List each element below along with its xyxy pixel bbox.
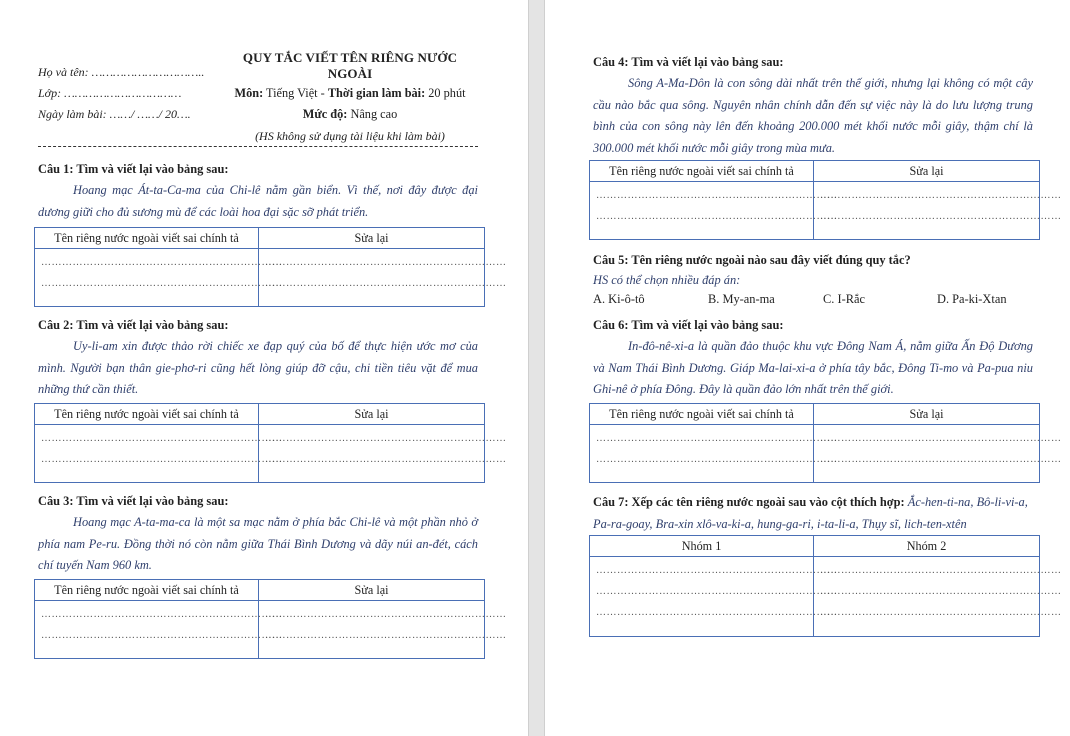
dotted-line: …………………………………………………………… (596, 586, 838, 597)
question-3-title: Câu 3: Tìm và viết lại vào bảng sau: (38, 494, 229, 508)
question-2-text: Uy-li-am xin được thảo rời chiếc xe đạp quý của bố để thực hiện ước mơ của mình. Người bạn thân gie-phơ-ri cũng hết lòng giúp đỡ cậu, chi tiền tiêu vặt để mua những thứ cần thiết. (38, 339, 478, 396)
dotted-line: …………………………………………………………… (265, 609, 507, 620)
question-1-title: Câu 1: Tìm và viết lại vào bảng sau: (38, 162, 229, 176)
answer-table-2 (34, 403, 507, 483)
answer-cell-fix[interactable] (814, 182, 1062, 240)
answer-cell-wrong[interactable] (35, 425, 283, 483)
dotted-line: …………………………………………………………… (265, 433, 507, 444)
table-header-wrong: Tên riêng nước ngoài viết sai chính tả (35, 580, 259, 601)
answer-cell-fix[interactable] (259, 249, 507, 307)
dotted-line: …………………………………………………………… (596, 211, 838, 222)
answer-table-1 (34, 227, 507, 307)
dotted-line: …………………………………………………………… (265, 630, 507, 641)
time-prefix: Thời gian làm bài: (327, 86, 426, 100)
question-6-text: In-đô-nê-xi-a là quần đảo thuộc khu vực Đông Nam Á, nằm giữa Ấn Độ Dương và Nam Thái Bình Dương. Giáp Ma-lai-xi-a ở phía tây bắc, Đông Ti-mo và Pa-pua niu Ghi-nê ở phía Đông. Đây là quần đảo lớn nhất trên thế giới. (593, 339, 1033, 396)
table-header-wrong: Tên riêng nước ngoài viết sai chính tả (590, 161, 814, 182)
table-header-fix: Sửa lại (814, 161, 1040, 182)
header-note: (HS không sử dụng tài liệu khi làm bài) (255, 129, 445, 143)
question-4-text: Sông A-Ma-Dôn là con sông dài nhất trên thế giới, nhưng lại không có một cây cầu nào bắc qua sông. Nguyên nhân chính dẫn đến sự việc này là do lưu lượng trung bình của con sông này lên đến khoảng 200.000 mét khối nước mỗi giây, thậm chí là 300.000 mét khối nước mỗi giây trong mùa mưa. (593, 76, 1033, 155)
time-value: 20 phút (428, 86, 466, 100)
dotted-line: …………………………………………………………… (41, 433, 283, 444)
dotted-line: …………………………………………………………… (596, 454, 838, 465)
table-header-wrong: Tên riêng nước ngoài viết sai chính tả (35, 228, 259, 249)
question-7-title: Câu 7: Xếp các tên riêng nước ngoài sau vào cột thích hợp: (593, 495, 905, 509)
answer-cell-wrong[interactable] (35, 249, 283, 307)
table-header-fix: Sửa lại (259, 580, 485, 601)
answer-table-6 (589, 403, 1062, 483)
dotted-line: …………………………………………………………… (41, 609, 283, 620)
level-prefix: Mức độ: (302, 107, 348, 121)
answer-cell-wrong[interactable] (590, 182, 838, 240)
answer-cell-fix[interactable] (814, 425, 1062, 483)
question-6 (593, 316, 1033, 401)
dotted-line: …………………………………………………………… (265, 454, 507, 465)
answer-table-7 (589, 535, 1062, 637)
dotted-line: …………………………………………………………… (41, 278, 283, 289)
question-7 (593, 492, 1033, 535)
class-field: Lớp: …………………………… (38, 86, 182, 100)
dotted-line: …………………………………………………………… (820, 454, 1062, 465)
option-b[interactable]: B. My-an-ma (708, 292, 775, 306)
header-divider (38, 146, 478, 147)
table-header-fix: Sửa lại (814, 404, 1040, 425)
subject-line (225, 86, 475, 101)
question-5-title: Câu 5: Tên riêng nước ngoài nào sau đây viết đúng quy tắc? (593, 253, 911, 267)
answer-cell-wrong[interactable] (35, 601, 283, 659)
dotted-line: …………………………………………………………… (820, 586, 1062, 597)
question-4-title: Câu 4: Tìm và viết lại vào bảng sau: (593, 55, 784, 69)
table-header-wrong: Tên riêng nước ngoài viết sai chính tả (590, 404, 814, 425)
answer-table-3 (34, 579, 507, 659)
page-left (0, 0, 528, 736)
dotted-line: …………………………………………………………… (820, 565, 1062, 576)
group-2-header: Nhóm 2 (814, 536, 1040, 557)
group-1-cell[interactable] (590, 557, 838, 637)
dotted-line: …………………………………………………………… (596, 190, 838, 201)
question-5 (593, 251, 1033, 292)
option-c[interactable]: C. I-Rắc (823, 292, 865, 306)
answer-cell-fix[interactable] (259, 425, 507, 483)
dotted-line: …………………………………………………………… (265, 278, 507, 289)
dotted-line: …………………………………………………………… (41, 630, 283, 641)
option-d[interactable]: D. Pa-ki-Xtan (937, 292, 1007, 306)
dotted-line: …………………………………………………………… (265, 257, 507, 268)
question-2 (38, 316, 478, 401)
question-3 (38, 492, 478, 577)
answer-cell-fix[interactable] (259, 601, 507, 659)
worksheet-title: QUY TẮC VIẾT TÊN RIÊNG NƯỚC NGOÀI (242, 50, 458, 81)
answer-table-4 (589, 160, 1062, 240)
table-header-wrong: Tên riêng nước ngoài viết sai chính tả (35, 404, 259, 425)
question-7-items: Ắc-hen-ti-na, Bô-li-vi-a, Pa-ra-goay, Bra-xin xlô-va-ki-a, hung-ga-ri, i-ta-li-a, Thụy sĩ, lich-ten-xtên (593, 495, 1028, 531)
dotted-line: …………………………………………………………… (41, 454, 283, 465)
question-1-text: Hoang mạc Át-ta-Ca-ma của Chi-lê nằm gần biển. Vì thế, nơi đây được đại dương giữi cho đủ sương mù để các loài hoa đại sặc sỡ phát triển. (38, 183, 478, 219)
subject-value: Tiếng Việt - (266, 86, 325, 100)
group-1-header: Nhóm 1 (590, 536, 814, 557)
dotted-line: …………………………………………………………… (820, 190, 1062, 201)
option-a[interactable]: A. Ki-ô-tô (593, 292, 645, 306)
question-5-hint: HS có thể chọn nhiều đáp án: (593, 273, 741, 287)
dotted-line: …………………………………………………………… (41, 257, 283, 268)
group-2-cell[interactable] (814, 557, 1062, 637)
level-line (225, 107, 475, 122)
subject-prefix: Môn: (234, 86, 264, 100)
header-center (225, 50, 475, 144)
answer-cell-wrong[interactable] (590, 425, 838, 483)
dotted-line: …………………………………………………………… (596, 565, 838, 576)
date-field: Ngày làm bài: ……/ ……/ 20…. (38, 107, 191, 121)
question-2-title: Câu 2: Tìm và viết lại vào bảng sau: (38, 318, 229, 332)
name-field: Họ và tên: ………………………….. (38, 65, 205, 79)
dotted-line: …………………………………………………………… (820, 211, 1062, 222)
student-info (38, 62, 204, 125)
table-header-fix: Sửa lại (259, 404, 485, 425)
dotted-line: …………………………………………………………… (596, 607, 838, 618)
level-value: Nâng cao (350, 107, 398, 121)
dotted-line: …………………………………………………………… (596, 433, 838, 444)
page-gutter (528, 0, 545, 736)
question-3-text: Hoang mạc A-ta-ma-ca là một sa mạc nằm ở phía bắc Chi-lê và một phần nhỏ ở phía nam Pe-ru. Đồng thời nó còn nằm giữa Thái Bình Dương và dãy núi an-đét, cách chí tuyến Nam 960 km. (38, 515, 478, 572)
dotted-line: …………………………………………………………… (820, 607, 1062, 618)
dotted-line: …………………………………………………………… (820, 433, 1062, 444)
question-1 (38, 160, 478, 223)
question-4 (593, 53, 1033, 159)
question-6-title: Câu 6: Tìm và viết lại vào bảng sau: (593, 318, 784, 332)
table-header-fix: Sửa lại (259, 228, 485, 249)
